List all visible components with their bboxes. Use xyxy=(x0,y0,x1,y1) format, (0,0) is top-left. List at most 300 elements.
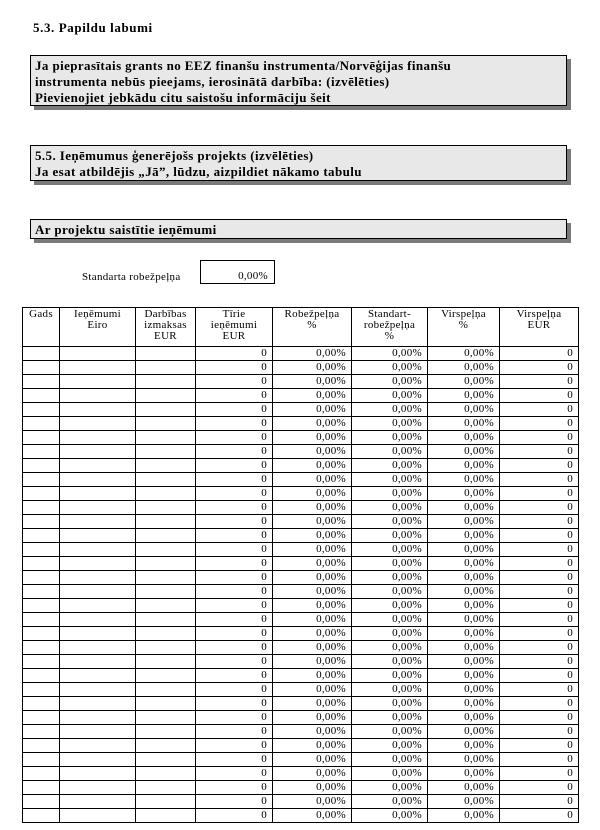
table-cell[interactable] xyxy=(136,417,196,431)
table-cell[interactable] xyxy=(23,781,60,795)
table-cell[interactable] xyxy=(23,795,60,809)
table-cell[interactable] xyxy=(60,431,136,445)
table-cell[interactable]: 0 xyxy=(196,347,273,361)
table-cell[interactable]: 0 xyxy=(196,417,273,431)
table-cell[interactable]: 0 xyxy=(196,529,273,543)
table-cell[interactable]: 0,00% xyxy=(273,725,352,739)
table-cell[interactable]: 0,00% xyxy=(428,529,500,543)
table-cell[interactable] xyxy=(60,459,136,473)
table-cell[interactable]: 0,00% xyxy=(352,795,428,809)
table-cell[interactable]: 0,00% xyxy=(273,557,352,571)
table-cell[interactable] xyxy=(60,543,136,557)
table-cell[interactable] xyxy=(60,347,136,361)
table-cell[interactable] xyxy=(23,347,60,361)
table-cell[interactable]: 0,00% xyxy=(352,753,428,767)
table-cell[interactable]: 0,00% xyxy=(428,767,500,781)
table-cell[interactable]: 0 xyxy=(196,501,273,515)
table-cell[interactable] xyxy=(60,515,136,529)
table-row xyxy=(23,669,579,683)
table-row xyxy=(23,375,579,389)
table-row xyxy=(23,571,579,585)
table-cell[interactable] xyxy=(23,557,60,571)
table-cell[interactable] xyxy=(23,585,60,599)
table-cell[interactable] xyxy=(23,711,60,725)
table-cell[interactable]: 0,00% xyxy=(352,725,428,739)
table-cell[interactable]: 0,00% xyxy=(352,459,428,473)
column-header-text: ieņēmumi xyxy=(210,319,258,331)
table-cell[interactable] xyxy=(60,599,136,613)
table-cell[interactable]: 0,00% xyxy=(352,669,428,683)
table-cell[interactable]: 0,00% xyxy=(352,739,428,753)
table-cell[interactable]: 0,00% xyxy=(428,347,500,361)
table-cell[interactable]: 0 xyxy=(500,459,579,473)
table-cell[interactable] xyxy=(136,585,196,599)
table-cell[interactable]: 0 xyxy=(500,445,579,459)
table-cell[interactable] xyxy=(136,669,196,683)
table-cell[interactable]: 0,00% xyxy=(428,781,500,795)
table-cell[interactable]: 0,00% xyxy=(428,683,500,697)
table-cell[interactable]: 0,00% xyxy=(273,655,352,669)
table-cell[interactable]: 0,00% xyxy=(428,627,500,641)
table-row xyxy=(23,529,579,543)
table-cell[interactable] xyxy=(23,375,60,389)
table-cell[interactable]: 0 xyxy=(500,515,579,529)
table-cell[interactable]: 0 xyxy=(196,697,273,711)
table-cell[interactable]: 0,00% xyxy=(273,361,352,375)
table-cell[interactable]: 0,00% xyxy=(273,613,352,627)
table-cell[interactable] xyxy=(23,641,60,655)
table-cell[interactable] xyxy=(60,767,136,781)
table-cell[interactable]: 0 xyxy=(196,571,273,585)
table-cell[interactable]: 0,00% xyxy=(273,781,352,795)
table-cell[interactable]: 0 xyxy=(196,725,273,739)
table-cell[interactable]: 0,00% xyxy=(273,585,352,599)
table-cell[interactable]: 0,00% xyxy=(428,795,500,809)
table-cell[interactable]: 0 xyxy=(500,571,579,585)
table-cell[interactable]: 0,00% xyxy=(273,599,352,613)
table-cell[interactable]: 0 xyxy=(500,697,579,711)
table-cell[interactable] xyxy=(136,809,196,823)
table-cell[interactable]: 0 xyxy=(196,739,273,753)
table-cell[interactable] xyxy=(23,361,60,375)
table-cell[interactable] xyxy=(23,571,60,585)
section-title: 5.3. Papildu labumi xyxy=(33,20,153,35)
table-cell[interactable]: 0 xyxy=(196,403,273,417)
table-cell[interactable] xyxy=(136,431,196,445)
table-cell[interactable]: 0,00% xyxy=(428,739,500,753)
table-cell[interactable] xyxy=(60,585,136,599)
table-cell[interactable] xyxy=(136,781,196,795)
table-cell[interactable]: 0,00% xyxy=(273,459,352,473)
table-cell[interactable]: 0,00% xyxy=(428,585,500,599)
table-cell[interactable]: 0 xyxy=(500,585,579,599)
table-cell[interactable] xyxy=(136,767,196,781)
table-row xyxy=(23,725,579,739)
table-cell[interactable]: 0,00% xyxy=(273,753,352,767)
table-cell[interactable] xyxy=(60,795,136,809)
table-cell[interactable]: 0,00% xyxy=(273,739,352,753)
column-header-text: Gads xyxy=(29,308,53,320)
column-header-text: EUR xyxy=(527,319,551,331)
table-cell[interactable] xyxy=(23,403,60,417)
table-cell[interactable] xyxy=(136,347,196,361)
table-cell[interactable] xyxy=(136,557,196,571)
table-cell[interactable] xyxy=(136,473,196,487)
table-cell[interactable]: 0,00% xyxy=(273,431,352,445)
table-cell[interactable]: 0,00% xyxy=(352,557,428,571)
table-cell[interactable]: 0,00% xyxy=(428,809,500,823)
table-cell[interactable]: 0,00% xyxy=(428,725,500,739)
table-cell[interactable]: 0 xyxy=(196,809,273,823)
table-cell[interactable]: 0,00% xyxy=(428,445,500,459)
table-cell[interactable]: 0 xyxy=(196,655,273,669)
table-cell[interactable] xyxy=(60,571,136,585)
table-cell[interactable]: 0,00% xyxy=(428,417,500,431)
table-cell[interactable]: 0 xyxy=(196,683,273,697)
table-cell[interactable]: 0,00% xyxy=(273,501,352,515)
table-cell[interactable] xyxy=(136,655,196,669)
table-cell[interactable]: 0,00% xyxy=(428,641,500,655)
table-row xyxy=(23,361,579,375)
table-cell[interactable] xyxy=(60,417,136,431)
table-cell[interactable]: 0 xyxy=(500,725,579,739)
table-cell[interactable] xyxy=(136,571,196,585)
table-cell[interactable]: 0,00% xyxy=(273,627,352,641)
table-cell[interactable] xyxy=(23,543,60,557)
table-cell[interactable]: 0 xyxy=(500,543,579,557)
table-cell[interactable]: 0,00% xyxy=(428,487,500,501)
table-cell[interactable]: 0,00% xyxy=(352,683,428,697)
table-cell[interactable]: 0 xyxy=(196,389,273,403)
table-cell[interactable]: 0,00% xyxy=(352,375,428,389)
table-cell[interactable]: 0,00% xyxy=(428,711,500,725)
table-cell[interactable] xyxy=(23,599,60,613)
table-cell[interactable] xyxy=(136,389,196,403)
table-cell[interactable]: 0,00% xyxy=(428,375,500,389)
table-cell[interactable]: 0,00% xyxy=(428,501,500,515)
table-cell[interactable]: 0 xyxy=(500,795,579,809)
table-cell[interactable]: 0,00% xyxy=(352,529,428,543)
table-cell[interactable]: 0,00% xyxy=(428,361,500,375)
table-cell[interactable] xyxy=(60,655,136,669)
table-cell[interactable]: 0,00% xyxy=(352,473,428,487)
table-cell[interactable] xyxy=(136,753,196,767)
table-cell[interactable]: 0,00% xyxy=(428,431,500,445)
table-cell[interactable]: 0,00% xyxy=(428,753,500,767)
table-cell[interactable]: 0 xyxy=(196,767,273,781)
table-cell[interactable]: 0,00% xyxy=(352,571,428,585)
table-cell[interactable]: 0,00% xyxy=(273,515,352,529)
table-cell[interactable]: 0 xyxy=(500,389,579,403)
table-cell[interactable] xyxy=(60,473,136,487)
table-cell[interactable]: 0,00% xyxy=(352,641,428,655)
table-cell[interactable]: 0 xyxy=(196,613,273,627)
table-cell[interactable]: 0,00% xyxy=(352,361,428,375)
table-cell[interactable] xyxy=(60,781,136,795)
table-cell[interactable]: 0,00% xyxy=(352,599,428,613)
table-cell[interactable]: 0,00% xyxy=(352,389,428,403)
table-cell[interactable] xyxy=(60,613,136,627)
table-cell[interactable]: 0,00% xyxy=(352,515,428,529)
table-cell[interactable]: 0,00% xyxy=(273,683,352,697)
table-cell[interactable] xyxy=(60,753,136,767)
table-cell[interactable] xyxy=(23,669,60,683)
table-cell[interactable] xyxy=(23,389,60,403)
table-cell[interactable]: 0,00% xyxy=(352,697,428,711)
table-cell[interactable] xyxy=(60,669,136,683)
table-cell[interactable]: 0 xyxy=(500,375,579,389)
table-cell[interactable]: 0 xyxy=(196,711,273,725)
table-cell[interactable]: 0,00% xyxy=(352,403,428,417)
table-cell[interactable] xyxy=(23,613,60,627)
table-cell[interactable]: 0 xyxy=(196,361,273,375)
table-cell[interactable]: 0 xyxy=(196,473,273,487)
table-cell[interactable]: 0,00% xyxy=(273,529,352,543)
table-row xyxy=(23,697,579,711)
table-row xyxy=(23,417,579,431)
table-cell[interactable]: 0 xyxy=(500,347,579,361)
table-cell[interactable] xyxy=(23,739,60,753)
table-cell[interactable]: 0 xyxy=(196,585,273,599)
table-cell[interactable]: 0 xyxy=(500,627,579,641)
table-cell[interactable]: 0 xyxy=(196,599,273,613)
table-cell[interactable] xyxy=(23,655,60,669)
table-cell[interactable] xyxy=(60,711,136,725)
table-cell[interactable]: 0,00% xyxy=(428,571,500,585)
table-cell[interactable]: 0 xyxy=(196,641,273,655)
table-cell[interactable]: 0 xyxy=(500,767,579,781)
column-header xyxy=(273,308,352,347)
table-cell[interactable]: 0 xyxy=(500,809,579,823)
table-cell[interactable]: 0 xyxy=(500,417,579,431)
table-cell[interactable]: 0,00% xyxy=(273,487,352,501)
table-cell[interactable] xyxy=(23,417,60,431)
table-cell[interactable]: 0,00% xyxy=(428,655,500,669)
project-revenue-heading-box xyxy=(30,219,567,239)
table-cell[interactable]: 0 xyxy=(500,711,579,725)
table-cell[interactable] xyxy=(60,529,136,543)
table-cell[interactable] xyxy=(60,501,136,515)
column-header-text: Darbības xyxy=(144,308,187,320)
table-cell[interactable]: 0,00% xyxy=(428,599,500,613)
table-cell[interactable] xyxy=(136,445,196,459)
table-cell[interactable]: 0,00% xyxy=(273,809,352,823)
table-cell[interactable]: 0,00% xyxy=(352,445,428,459)
box-line: Ja esat atbildējis „Jā”, lūdzu, aizpildiet nākamo tabulu xyxy=(35,164,362,179)
table-cell[interactable]: 0,00% xyxy=(352,487,428,501)
column-header xyxy=(500,308,579,347)
table-cell[interactable] xyxy=(136,515,196,529)
table-cell[interactable]: 0,00% xyxy=(428,669,500,683)
table-cell[interactable] xyxy=(136,529,196,543)
table-cell[interactable]: 0,00% xyxy=(273,543,352,557)
table-cell[interactable]: 0,00% xyxy=(352,613,428,627)
table-cell[interactable]: 0,00% xyxy=(273,417,352,431)
table-row xyxy=(23,515,579,529)
table-cell[interactable]: 0,00% xyxy=(273,697,352,711)
table-cell[interactable]: 0 xyxy=(500,487,579,501)
table-cell[interactable] xyxy=(60,361,136,375)
table-cell[interactable] xyxy=(136,725,196,739)
table-cell[interactable]: 0 xyxy=(500,361,579,375)
table-cell[interactable]: 0 xyxy=(500,501,579,515)
table-cell[interactable] xyxy=(23,431,60,445)
table-cell[interactable]: 0,00% xyxy=(273,347,352,361)
table-cell[interactable] xyxy=(23,725,60,739)
table-cell[interactable]: 0 xyxy=(196,515,273,529)
table-cell[interactable]: 0,00% xyxy=(352,711,428,725)
table-cell[interactable] xyxy=(60,627,136,641)
table-cell[interactable]: 0 xyxy=(500,739,579,753)
table-cell[interactable]: 0,00% xyxy=(352,417,428,431)
table-cell[interactable] xyxy=(60,375,136,389)
table-cell[interactable]: 0,00% xyxy=(273,403,352,417)
table-cell[interactable]: 0,00% xyxy=(352,655,428,669)
table-cell[interactable]: 0 xyxy=(196,795,273,809)
column-header-text: Tīrie xyxy=(222,308,246,320)
table-cell[interactable]: 0,00% xyxy=(273,375,352,389)
table-cell[interactable] xyxy=(136,711,196,725)
standard-margin-field[interactable]: 0,00% xyxy=(200,260,275,284)
table-cell[interactable]: 0 xyxy=(500,599,579,613)
table-cell[interactable]: 0,00% xyxy=(428,543,500,557)
table-cell[interactable]: 0 xyxy=(196,781,273,795)
table-cell[interactable]: 0 xyxy=(196,431,273,445)
table-cell[interactable]: 0,00% xyxy=(352,627,428,641)
table-cell[interactable]: 0,00% xyxy=(352,585,428,599)
table-cell[interactable] xyxy=(23,627,60,641)
table-cell[interactable]: 0 xyxy=(500,473,579,487)
table-row xyxy=(23,487,579,501)
table-cell[interactable]: 0,00% xyxy=(352,347,428,361)
table-row xyxy=(23,753,579,767)
table-cell[interactable]: 0 xyxy=(196,669,273,683)
table-cell[interactable]: 0 xyxy=(500,641,579,655)
table-cell[interactable]: 0 xyxy=(500,655,579,669)
table-cell[interactable]: 0,00% xyxy=(273,389,352,403)
table-cell[interactable]: 0,00% xyxy=(352,767,428,781)
table-cell[interactable] xyxy=(136,403,196,417)
table-cell[interactable] xyxy=(60,725,136,739)
column-header-text: Virspeļņa xyxy=(516,308,562,320)
table-cell[interactable] xyxy=(23,487,60,501)
table-cell[interactable] xyxy=(136,459,196,473)
table-cell[interactable] xyxy=(60,641,136,655)
table-cell[interactable]: 0,00% xyxy=(273,767,352,781)
table-cell[interactable]: 0 xyxy=(196,753,273,767)
table-cell[interactable]: 0,00% xyxy=(352,781,428,795)
table-cell[interactable] xyxy=(60,389,136,403)
table-cell[interactable] xyxy=(23,529,60,543)
table-cell[interactable]: 0,00% xyxy=(273,445,352,459)
table-cell[interactable] xyxy=(23,515,60,529)
table-cell[interactable] xyxy=(136,641,196,655)
table-cell[interactable]: 0 xyxy=(196,375,273,389)
table-cell[interactable]: 0 xyxy=(500,557,579,571)
table-cell[interactable] xyxy=(60,739,136,753)
table-cell[interactable] xyxy=(136,627,196,641)
table-cell[interactable]: 0 xyxy=(500,781,579,795)
table-cell[interactable]: 0 xyxy=(500,403,579,417)
column-header-text: Virspeļņa xyxy=(441,308,486,320)
column-header xyxy=(352,308,428,347)
table-cell[interactable]: 0 xyxy=(500,431,579,445)
table-cell[interactable]: 0,00% xyxy=(273,711,352,725)
table-cell[interactable]: 0,00% xyxy=(273,571,352,585)
table-row xyxy=(23,655,579,669)
table-cell[interactable]: 0 xyxy=(196,445,273,459)
table-cell[interactable] xyxy=(60,809,136,823)
table-cell[interactable] xyxy=(136,683,196,697)
table-cell[interactable] xyxy=(136,375,196,389)
table-cell[interactable]: 0,00% xyxy=(428,557,500,571)
table-cell[interactable] xyxy=(136,543,196,557)
table-cell[interactable]: 0,00% xyxy=(428,613,500,627)
table-cell[interactable] xyxy=(136,501,196,515)
table-cell[interactable] xyxy=(136,599,196,613)
table-cell[interactable] xyxy=(136,361,196,375)
table-cell[interactable]: 0,00% xyxy=(428,403,500,417)
table-cell[interactable] xyxy=(60,445,136,459)
table-cell[interactable]: 0,00% xyxy=(273,473,352,487)
table-cell[interactable] xyxy=(23,501,60,515)
table-cell[interactable]: 0,00% xyxy=(428,697,500,711)
table-cell[interactable] xyxy=(136,487,196,501)
table-cell[interactable]: 0,00% xyxy=(273,669,352,683)
table-cell[interactable] xyxy=(23,473,60,487)
table-cell[interactable]: 0,00% xyxy=(352,431,428,445)
table-cell[interactable] xyxy=(23,809,60,823)
table-cell[interactable] xyxy=(60,403,136,417)
table-cell[interactable] xyxy=(136,795,196,809)
table-cell[interactable] xyxy=(136,697,196,711)
table-cell[interactable] xyxy=(60,557,136,571)
table-cell[interactable] xyxy=(136,739,196,753)
table-cell[interactable]: 0 xyxy=(500,669,579,683)
table-cell[interactable] xyxy=(23,767,60,781)
table-cell[interactable]: 0,00% xyxy=(273,641,352,655)
table-cell[interactable]: 0,00% xyxy=(428,389,500,403)
table-cell[interactable]: 0 xyxy=(500,683,579,697)
table-cell[interactable] xyxy=(23,753,60,767)
table-cell[interactable]: 0 xyxy=(196,543,273,557)
table-cell[interactable] xyxy=(60,487,136,501)
table-cell[interactable]: 0 xyxy=(196,627,273,641)
table-cell[interactable] xyxy=(60,683,136,697)
table-cell[interactable]: 0 xyxy=(500,753,579,767)
table-row xyxy=(23,683,579,697)
table-cell[interactable]: 0,00% xyxy=(352,809,428,823)
table-cell[interactable]: 0,00% xyxy=(428,515,500,529)
table-cell[interactable] xyxy=(23,697,60,711)
table-cell[interactable] xyxy=(23,445,60,459)
table-cell[interactable]: 0 xyxy=(196,557,273,571)
table-cell[interactable]: 0 xyxy=(196,459,273,473)
table-cell[interactable]: 0 xyxy=(500,529,579,543)
table-cell[interactable]: 0 xyxy=(500,613,579,627)
table-cell[interactable] xyxy=(23,459,60,473)
table-cell[interactable]: 0,00% xyxy=(428,459,500,473)
table-cell[interactable]: 0 xyxy=(196,487,273,501)
table-cell[interactable]: 0,00% xyxy=(273,795,352,809)
table-cell[interactable]: 0,00% xyxy=(428,473,500,487)
table-cell[interactable] xyxy=(60,697,136,711)
table-cell[interactable]: 0,00% xyxy=(352,543,428,557)
table-cell[interactable] xyxy=(136,613,196,627)
table-row xyxy=(23,501,579,515)
table-cell[interactable]: 0,00% xyxy=(352,501,428,515)
table-cell[interactable] xyxy=(23,683,60,697)
